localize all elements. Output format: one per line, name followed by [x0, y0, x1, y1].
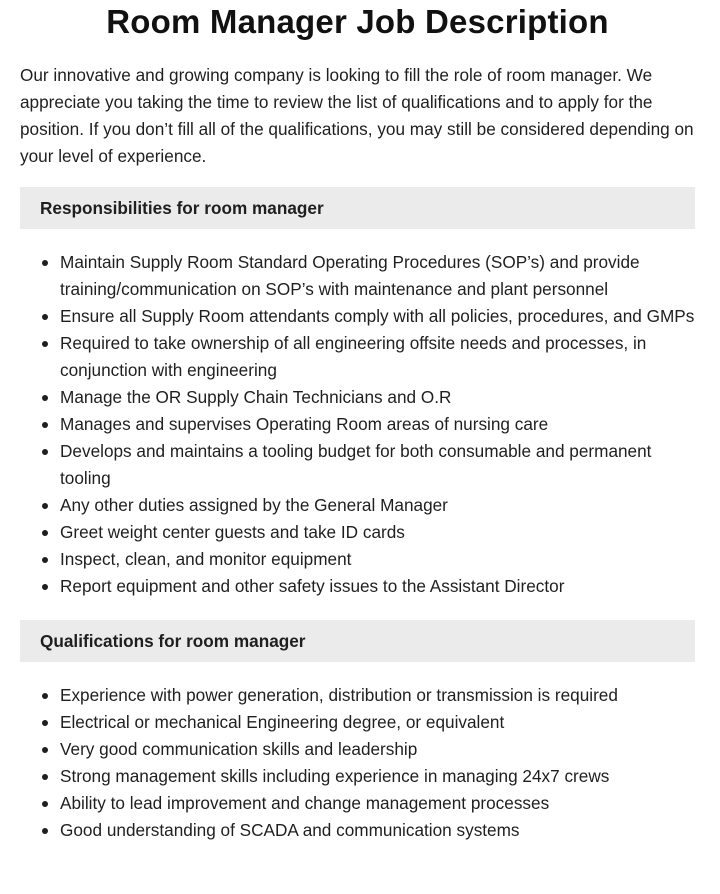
responsibilities-heading: Responsibilities for room manager: [20, 187, 695, 229]
list-item: Ability to lead improvement and change management processes: [60, 790, 695, 817]
responsibilities-list: [20, 249, 695, 600]
list-item: Good understanding of SCADA and communication systems: [60, 817, 695, 844]
qualifications-list: [20, 682, 695, 844]
list-item: Any other duties assigned by the General Manager: [60, 492, 695, 519]
list-item: Very good communication skills and leadership: [60, 736, 695, 763]
list-item: Ensure all Supply Room attendants comply with all policies, procedures, and GMPs: [60, 303, 695, 330]
intro-paragraph: Our innovative and growing company is looking to fill the role of room manager. We appreciate you taking the time to review the list of qualifications and to apply for the position. If you don’t fill all of the qualifications, you may still be considered depending on your level of experience.: [20, 65, 694, 166]
list-item: Develops and maintains a tooling budget for both consumable and permanent tooling: [60, 438, 695, 492]
list-item: Experience with power generation, distribution or transmission is required: [60, 682, 695, 709]
list-item: Maintain Supply Room Standard Operating Procedures (SOP’s) and provide training/communication on SOP’s with maintenance and plant personnel: [60, 249, 695, 303]
list-item: Strong management skills including experience in managing 24x7 crews: [60, 763, 695, 790]
list-item: Manages and supervises Operating Room areas of nursing care: [60, 411, 695, 438]
list-item: Inspect, clean, and monitor equipment: [60, 546, 695, 573]
list-item: Electrical or mechanical Engineering degree, or equivalent: [60, 709, 695, 736]
page-title: Room Manager Job Description: [106, 3, 609, 40]
list-item: Report equipment and other safety issues to the Assistant Director: [60, 573, 695, 600]
list-item: Greet weight center guests and take ID cards: [60, 519, 695, 546]
list-item: Manage the OR Supply Chain Technicians and O.R: [60, 384, 695, 411]
list-item: Required to take ownership of all engineering offsite needs and processes, in conjunction with engineering: [60, 330, 695, 384]
qualifications-heading: Qualifications for room manager: [20, 620, 695, 662]
